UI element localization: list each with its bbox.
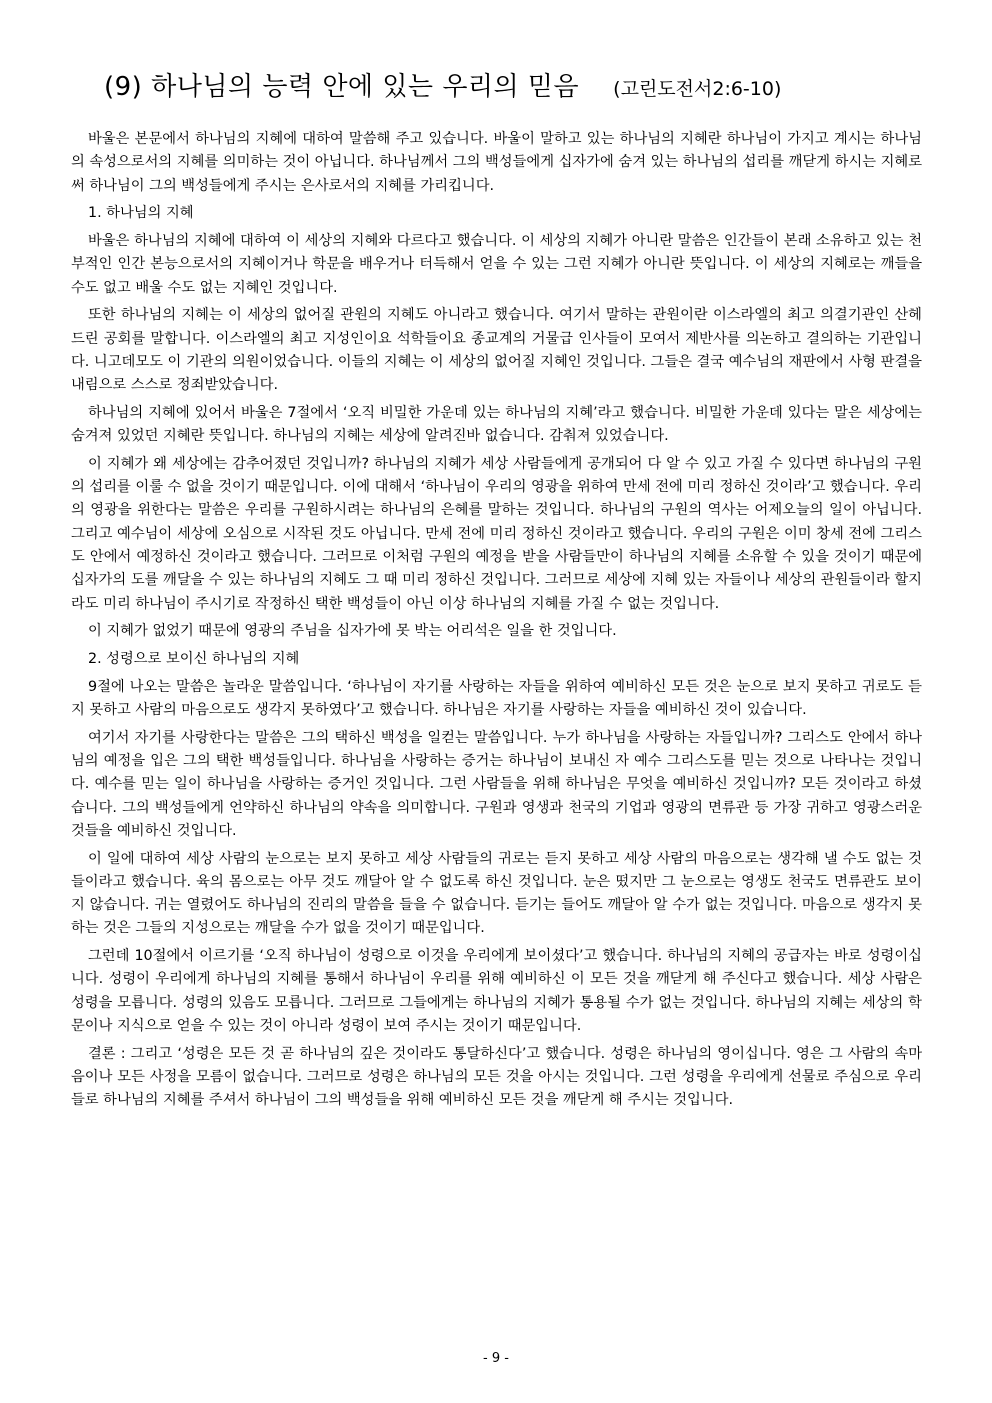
section-heading: 1. 하나님의 지혜 [88, 205, 194, 222]
paragraph: 여기서 자기를 사랑한다는 말씀은 그의 택하신 백성을 일컫는 말씀입니다. 누가 하나님을 사랑하는 자들입니까? 그리스도 안에서 하나님의 예정을 입은 그의 택한 백성들입니다. 하나님을 사랑하는 증거는 하나님이 보내신 자 예수 그리스도를 믿는 것으로 나타나는 것입니다. 예수를 믿는 일이 하나님을 사랑하는 증거인 것입니다. 그런 사람들을 위해 하나님은 무엇을 예비하신 것입니까? 모든 것이라고 하셨습니다. 그의 백성들에게 언약하신 하나님의 약속을 의미합니다. 구원과 영생과 천국의 기업과 영광의 면류관 등 가장 귀하고 영광스러운 것들을 예비하신 것입니다. [71, 729, 922, 839]
paragraph: 이 일에 대하여 세상 사람의 눈으로는 보지 못하고 세상 사람들의 귀로는 듣지 못하고 세상 사람의 마음으로는 생각해 낼 수도 없는 것들이라고 했습니다. 육의 몸으로는 아무 것도 깨달아 알 수 없도록 하신 것입니다. 눈은 떴지만 그 눈으로는 영생도 천국도 면류관도 보이지 않습니다. 귀는 열렸어도 하나님의 진리의 말씀을 들을 수 없습니다. 듣기는 들어도 깨달아 알 수가 없는 것입니다. 마음으로 생각지 못하는 것은 그들의 지성으로는 깨달을 수가 없을 것이기 때문입니다. [71, 850, 922, 937]
paragraph: 이 지혜가 없었기 때문에 영광의 주님을 십자가에 못 박는 어리석은 일을 한 것입니다. [88, 623, 617, 640]
paragraph: 또한 하나님의 지혜는 이 세상의 없어질 관원의 지혜도 아니라고 했습니다. 여기서 말하는 관원이란 이스라엘의 최고 의결기관인 산헤드린 공회를 말합니다. 이스라엘의 최고 지성인이요 석학들이요 종교계의 거물급 인사들이 모여서 제반사를 의논하고 결의하는 기관입니다. 니고데모도 이 기관의 의원이었습니다. 이들의 지혜는 이 세상의 없어질 지혜인 것입니다. 그들은 결국 예수님의 재판에서 사형 판결을 내림으로 스스로 정죄받았습니다. [71, 307, 922, 394]
paragraph: 하나님의 지혜에 있어서 바울은 7절에서 ‘오직 비밀한 가운데 있는 하나님의 지혜’라고 했습니다. 비밀한 가운데 있다는 말은 세상에는 숨겨져 있었던 지혜란 뜻입니다. 하나님의 지혜는 세상에 알려진바 없습니다. 감춰져 있었습니다. [71, 404, 922, 445]
title-row [104, 66, 904, 103]
conclusion-paragraph: 결론 : 그리고 ‘성령은 모든 것 곧 하나님의 깊은 것이라도 통달하신다’고 했습니다. 성령은 하나님의 영이십니다. 영은 그 사람의 속마음이나 모든 사정을 모름이 없습니다. 그러므로 성령은 하나님의 모든 것을 아시는 것입니다. 그런 성령을 우리에게 선물로 주심으로 우리들로 하나님의 지혜를 주셔서 하나님이 그의 백성들을 위해 예비하신 모든 것을 깨닫게 해 주시는 것입니다. [71, 1045, 922, 1109]
paragraph: 바울은 하나님의 지혜에 대하여 이 세상의 지혜와 다르다고 했습니다. 이 세상의 지혜가 아니란 말씀은 인간들이 본래 소유하고 있는 천부적인 인간 본능으로서의 지혜이거나 학문을 배우거나 터득해서 얻을 수 있는 그런 지혜가 아니란 뜻입니다. 이 세상의 지혜로는 깨들을 수도 없고 배울 수도 없는 지혜인 것입니다. [71, 232, 922, 296]
paragraph: 9절에 나오는 말씀은 놀라운 말씀입니다. ‘하나님이 자기를 사랑하는 자들을 위하여 예비하신 모든 것은 눈으로 보지 못하고 귀로도 듣지 못하고 사람의 마음으로도 생각지 못하였다’고 했습니다. 하나님은 자기를 사랑하는 자들을 예비하신 것이 있습니다. [71, 678, 922, 718]
paragraph: 이 지혜가 왜 세상에는 감추어졌던 것입니까? 하나님의 지혜가 세상 사람들에게 공개되어 다 알 수 있고 가질 수 있다면 하나님의 구원의 섭리를 이룰 수 없을 것이기 때문입니다. 이에 대해서 ‘하나님이 우리의 영광을 위하여 만세 전에 미리 정하신 것이라’고 했습니다. 우리의 영광을 위한다는 말씀은 우리를 구원하시려는 하나님의 은혜를 말하는 것입니다. 하나님의 구원의 역사는 어제오늘의 일이 아닙니다. 그리고 예수님이 세상에 오심으로 시작된 것도 아닙니다. 만세 전에 미리 정하신 것이라고 했습니다. 우리의 구원은 이미 창세 전에 그리스도 안에서 예정하신 것이라고 했습니다. 그러므로 이처럼 구원의 예정을 받을 사람들만이 하나님의 지혜를 소유할 수 있을 것이기 때문에 십자가의 도를 깨달을 수 있는 하나님의 지혜도 그 때 미리 정하신 것입니다. 그러므로 세상에 지혜 있는 자들이나 세상의 관원들이라 할지라도 미리 하나님이 주시기로 작정하신 택한 백성들이 아닌 이상 하나님의 지혜를 가질 수 없는 것입니다. [71, 455, 922, 612]
page-title: (9) 하나님의 능력 안에 있는 우리의 믿음 [104, 72, 580, 102]
document-body [71, 128, 922, 1117]
paragraph: 바울은 본문에서 하나님의 지혜에 대하여 말씀해 주고 있습니다. 바울이 말하고 있는 하나님의 지혜란 하나님이 가지고 계시는 하나님의 속성으로서의 지혜를 의미하는 것이 아닙니다. 하나님께서 그의 백성들에게 십자가에 숨겨 있는 하나님의 섭리를 깨닫게 하시는 지혜로써 하나님이 그의 백성들에게 주시는 은사로서의 지혜를 가리킵니다. [71, 131, 922, 194]
section-heading: 2. 성령으로 보이신 하나님의 지혜 [88, 650, 300, 667]
paragraph: 그런데 10절에서 이르기를 ‘오직 하나님이 성령으로 이것을 우리에게 보이셨다’고 했습니다. 하나님의 지혜의 공급자는 바로 성령이십니다. 성령이 우리에게 하나님의 지혜를 통해서 하나님이 우리를 위해 예비하신 이 모든 것을 깨닫게 해 주신다고 했습니다. 세상 사람은 성령을 모릅니다. 성령의 있음도 모릅니다. 그러므로 그들에게는 하나님의 지혜가 통용될 수가 없는 것입니다. 하나님의 지혜는 세상의 학문이나 지식으로 얻을 수 있는 것이 아니라 성령이 보여 주시는 것이기 때문입니다. [71, 948, 922, 1034]
page-number: - 9 - [483, 1351, 509, 1366]
scripture-reference: (고린도전서2:6-10) [613, 78, 782, 100]
